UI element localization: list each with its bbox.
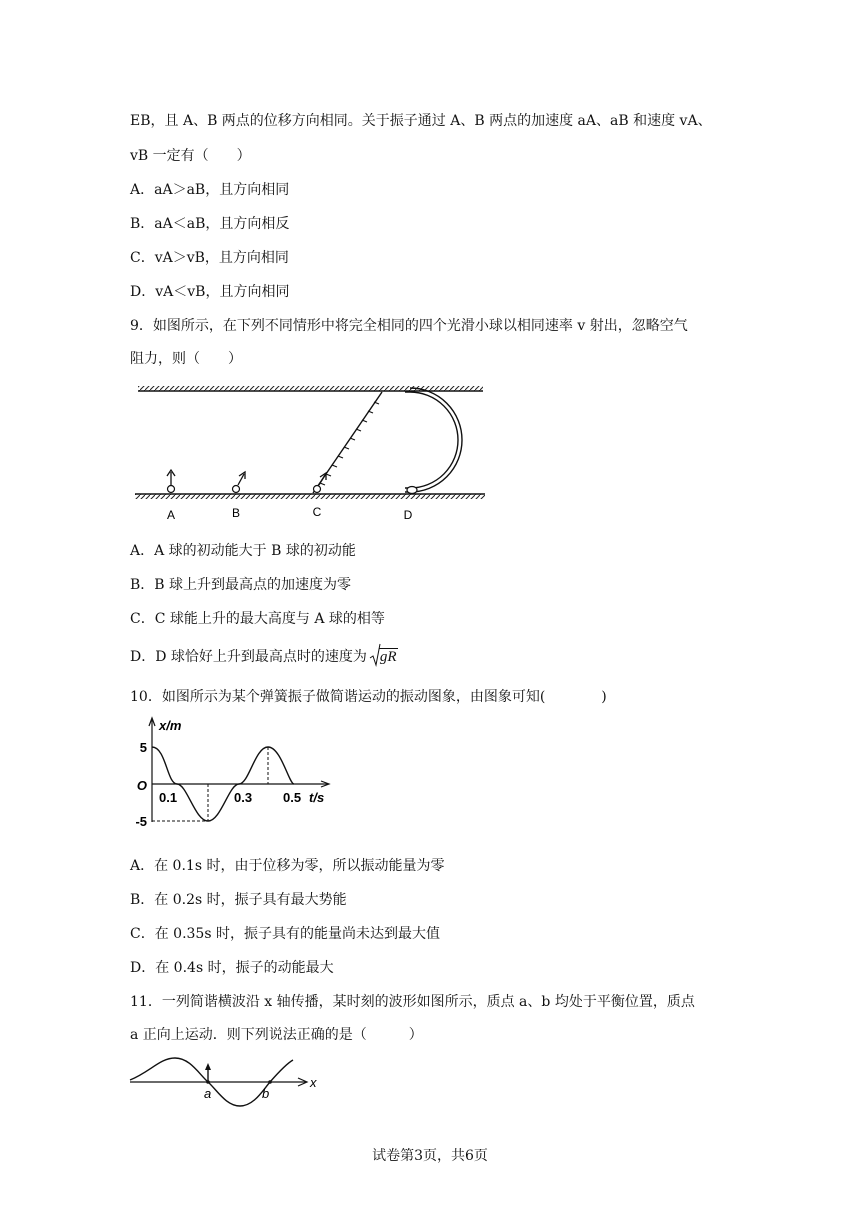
t-tick-0.5: 0.5 (283, 790, 302, 805)
q9-stem-line1: 9．如图所示，在下列不同情形中将完全相同的四个光滑小球以相同速率 v 射出，忽略空气 (130, 318, 688, 334)
y-axis-label: x/m (159, 718, 182, 733)
q9-option-a: A．A 球的初动能大于 B 球的初动能 (130, 543, 356, 559)
figure-label-c: C (312, 505, 322, 519)
q8-option-c: C．vA＞vB，且方向相同 (130, 250, 289, 266)
q8-option-d: D．vA＜vB，且方向相同 (130, 284, 290, 300)
x-axis-label: x (310, 1075, 317, 1090)
ceiling-hatch (138, 386, 483, 391)
q10-option-b: B．在 0.2s 时，振子具有最大势能 (130, 892, 347, 908)
q10-option-c: C．在 0.35s 时，振子具有的能量尚未达到最大值 (130, 926, 440, 942)
incline-hatch (320, 402, 379, 485)
q8-stem-line2: vB 一定有（ ） (130, 148, 251, 164)
ball-c (314, 486, 321, 493)
q11-stem-line1: 11．一列简谐横波沿 x 轴传播，某时刻的波形如图所示，质点 a、b 均处于平衡位置，质点 (130, 994, 695, 1010)
y-tick-5: 5 (139, 740, 147, 755)
q8-stem-line1: EB，且 A、B 两点的位移方向相同。关于振子通过 A、B 两点的加速度 aA、aB 和速度 vA、 (130, 113, 712, 129)
q9-option-d (130, 647, 398, 667)
origin-label: O (136, 778, 147, 793)
particle-b (268, 1080, 272, 1084)
q8-option-b: B．aA＜aB，且方向相反 (130, 216, 290, 232)
q10-option-d: D．在 0.4s 时，振子的动能最大 (130, 960, 334, 976)
ball-b (233, 486, 240, 493)
q9-figure (130, 375, 490, 525)
figure-label-a: A (166, 508, 176, 522)
arrow-up-icon (205, 1063, 211, 1070)
figure-label-d: D (403, 508, 413, 522)
particle-a-label: a (204, 1086, 212, 1101)
ball-a (168, 486, 175, 493)
q9-option-c: C．C 球能上升的最大高度与 A 球的相等 (130, 611, 385, 627)
q9-option-d-text: D．D 球恰好上升到最高点时的速度为 (130, 649, 367, 665)
t-tick-0.1: 0.1 (159, 790, 178, 805)
figure-label-b: B (231, 506, 241, 520)
page-footer: 试卷第3页，共6页 (372, 1148, 488, 1164)
track-outer (405, 388, 462, 492)
particle-b-label: b (262, 1086, 270, 1101)
q11-wave-figure (128, 1052, 328, 1112)
q10-stem: 10．如图所示为某个弹簧振子做简谐运动的振动图象，由图象可知( ) (130, 689, 607, 705)
t-tick-0.3: 0.3 (234, 790, 253, 805)
sqrt-sign-icon (369, 644, 381, 668)
q9-stem-line2: 阻力，则（ ） (130, 351, 242, 367)
t-axis-label: t/s (309, 790, 325, 805)
q8-option-a: A．aA＞aB，且方向相同 (130, 182, 290, 198)
q9-option-b: B．B 球上升到最高点的加速度为零 (130, 577, 352, 593)
q10-option-a: A．在 0.1s 时，由于位移为零，所以振动能量为零 (130, 858, 445, 874)
particle-a (206, 1080, 210, 1084)
q10-graph (125, 712, 345, 837)
ground-hatch (135, 494, 485, 499)
ball-d (407, 487, 417, 494)
sqrt-formula: gR (369, 647, 398, 667)
y-tick-neg5: -5 (135, 814, 147, 829)
q11-stem-line2: a 正向上运动．则下列说法正确的是（ ） (130, 1027, 423, 1043)
